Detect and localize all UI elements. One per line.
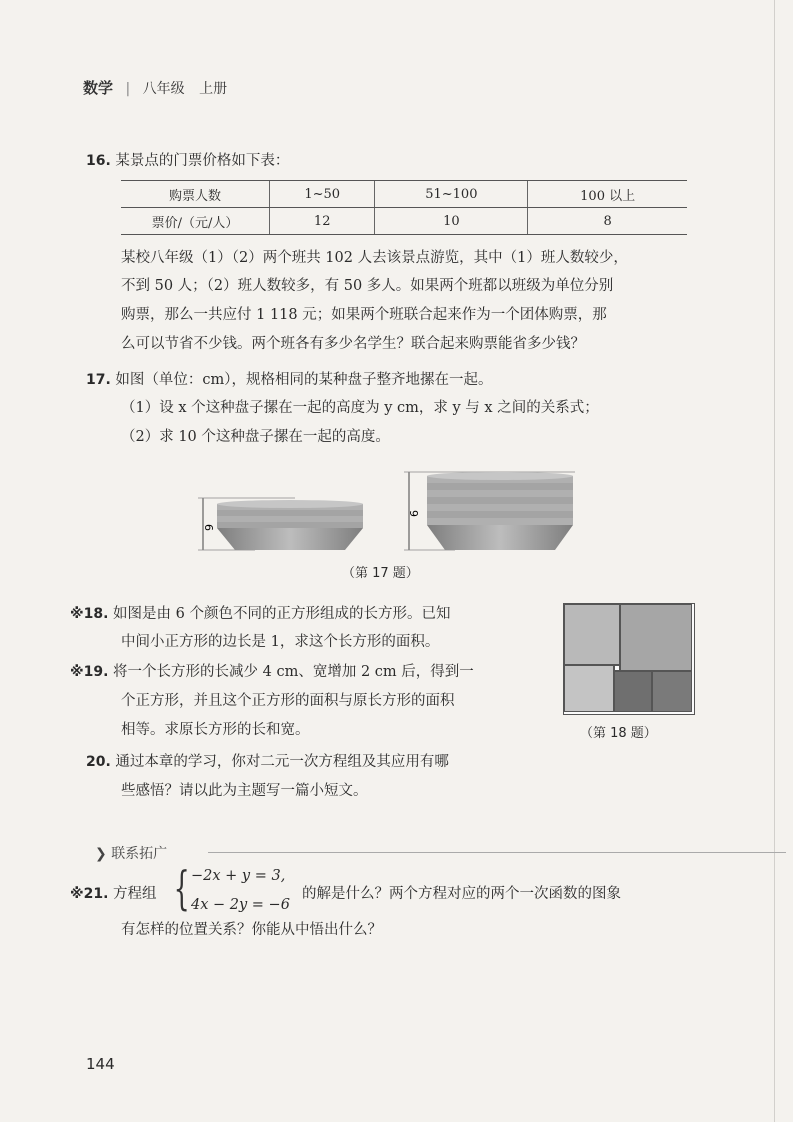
square-d: [614, 671, 652, 712]
q21-number: ※21.: [70, 886, 109, 902]
table-header-cell: 购票人数: [121, 181, 270, 208]
six-squares-figure: [563, 603, 695, 715]
left-plate-stack: [198, 498, 363, 550]
right-plate-stack: [404, 472, 575, 550]
q20-line-2: 些感悟？请以此为主题写一篇小短文。: [121, 783, 368, 799]
q19-number: ※19.: [70, 664, 109, 680]
q16-intro: 某景点的门票价格如下表：: [115, 153, 290, 169]
page-number: 144: [86, 1055, 115, 1073]
header-subject: 数学: [83, 79, 114, 97]
q16-line-1: 某校八年级（1）（2）两个班共 102 人去该景点游览，其中（1）班人数较少，: [121, 250, 628, 266]
q16-intro-line: [86, 151, 289, 171]
header-separator: |: [125, 81, 131, 97]
plates-figure: [195, 466, 595, 556]
section-rule: [208, 852, 786, 853]
q19-text-1: 将一个长方形的长减少 4 cm、宽增加 2 cm 后，得到一: [113, 664, 474, 680]
q16-number: 16.: [86, 153, 111, 169]
square-c: [564, 665, 614, 712]
table-header-cell: 100 以上: [528, 181, 687, 208]
q18-text-1: 如图是由 6 个颜色不同的正方形组成的长方形。已知: [113, 606, 451, 622]
table-header-cell: 1~50: [270, 181, 375, 208]
q20-number: 20.: [86, 754, 111, 770]
header-volume: 上册: [199, 81, 228, 97]
q17-caption: （第 17 题）: [342, 566, 419, 581]
q18-number: ※18.: [70, 606, 109, 622]
left-brace-icon: {: [173, 861, 190, 915]
q16-line-4: 么可以节省不少钱。两个班各有多少名学生？联合起来购票能省多少钱？: [121, 336, 585, 352]
q20-line-1: [86, 752, 449, 772]
q21-equation-1: −2x + y = 3,: [191, 868, 286, 884]
q18-line-2: 中间小正方形的边长是 1，求这个长方形的面积。: [121, 634, 440, 650]
q21-line-2: 有怎样的位置关系？你能从中悟出什么？: [121, 922, 382, 938]
q18-caption: （第 18 题）: [580, 726, 657, 741]
q18-line-1: [70, 604, 450, 624]
table-row: [121, 181, 687, 208]
q20-text-1: 通过本章的学习，你对二元一次方程组及其应用有哪: [115, 754, 449, 770]
q21-equation-2: 4x − 2y = −6: [191, 897, 290, 913]
page-header: [83, 77, 227, 98]
table-header-cell: 51~100: [375, 181, 528, 208]
q17-intro-line: [86, 370, 493, 390]
page-edge: [774, 0, 775, 1122]
table-cell: 8: [528, 208, 687, 235]
q17-part-2: （2）求 10 个这种盘子摞在一起的高度。: [121, 429, 390, 445]
right-stack-height-label: 9: [407, 510, 420, 517]
header-grade: 八年级: [142, 81, 185, 97]
q17-intro: 如图（单位：cm），规格相同的某种盘子整齐地摞在一起。: [115, 372, 493, 388]
q19-line-1: [70, 662, 474, 682]
table-cell: 10: [375, 208, 528, 235]
square-b: [620, 604, 692, 671]
square-e: [652, 671, 692, 712]
q17-part-1: （1）设 x 个这种盘子摞在一起的高度为 y cm，求 y 与 x 之间的关系式；: [121, 400, 599, 416]
left-stack-height-label: 6: [202, 524, 215, 531]
table-row: [121, 208, 687, 235]
section-title: 联系拓广: [111, 846, 168, 862]
q21-prefix: 方程组: [113, 886, 157, 902]
chevron-right-icon: ❯: [95, 846, 107, 862]
section-heading: [95, 843, 167, 863]
q21-label-line: [70, 884, 157, 904]
table-cell: 票价/（元/人）: [121, 208, 270, 235]
ticket-price-table: [121, 180, 687, 235]
q16-line-2: 不到 50 人；（2）班人数较多，有 50 多人。如果两个班都以班级为单位分别: [121, 278, 614, 294]
q19-line-2: 个正方形，并且这个正方形的面积与原长方形的面积: [121, 693, 455, 709]
table-cell: 12: [270, 208, 375, 235]
q19-line-3: 相等。求原长方形的长和宽。: [121, 722, 310, 738]
q17-number: 17.: [86, 372, 111, 388]
q21-suffix: 的解是什么？两个方程对应的两个一次函数的图象: [302, 886, 621, 902]
q16-line-3: 购票，那么一共应付 1 118 元；如果两个班联合起来作为一个团体购票，那: [121, 307, 607, 323]
square-a: [564, 604, 620, 665]
